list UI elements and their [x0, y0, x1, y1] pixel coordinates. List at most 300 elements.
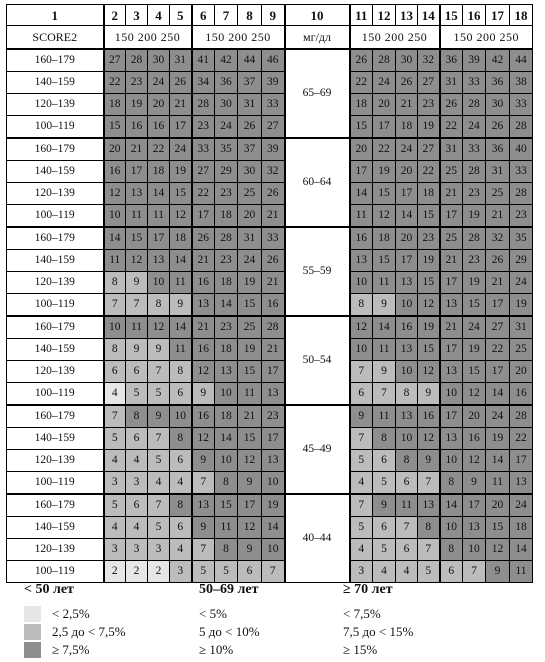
risk-cell: 27 — [262, 116, 285, 139]
risk-cell: 11 — [350, 205, 373, 228]
risk-cell: 13 — [463, 517, 486, 539]
risk-cell: 28 — [510, 183, 533, 205]
risk-cell: 18 — [418, 183, 440, 205]
risk-cell: 33 — [463, 72, 486, 94]
risk-cell: 5 — [148, 450, 170, 472]
risk-cell: 16 — [104, 161, 126, 183]
risk-cell: 27 — [418, 72, 440, 94]
risk-cell: 17 — [440, 405, 463, 428]
risk-cell: 17 — [262, 428, 285, 450]
column-number: 13 — [396, 5, 418, 26]
risk-cell: 30 — [148, 49, 170, 72]
risk-cell: 7 — [418, 472, 440, 495]
risk-cell: 29 — [215, 161, 238, 183]
risk-cell: 22 — [350, 72, 373, 94]
risk-cell: 11 — [148, 205, 170, 228]
risk-cell: 28 — [262, 316, 285, 339]
legend-mid-under50: 2,5 до < 7,5% — [52, 624, 126, 639]
risk-cell: 19 — [510, 294, 533, 317]
risk-cell: 7 — [262, 561, 285, 583]
risk-cell: 10 — [262, 472, 285, 495]
risk-cell: 14 — [215, 428, 238, 450]
risk-cell: 27 — [418, 138, 440, 161]
risk-cell: 4 — [396, 561, 418, 583]
risk-cell: 28 — [510, 116, 533, 139]
risk-cell: 3 — [104, 539, 126, 561]
risk-cell: 31 — [440, 72, 463, 94]
subheader-row — [7, 26, 533, 50]
risk-cell: 35 — [215, 138, 238, 161]
risk-cell: 7 — [350, 494, 373, 517]
bp-range-label: 140–159 — [7, 250, 104, 272]
risk-cell: 17 — [170, 116, 192, 139]
risk-cell: 11 — [373, 339, 396, 361]
risk-cell: 20 — [238, 205, 262, 228]
risk-cell: 5 — [418, 561, 440, 583]
risk-cell: 22 — [373, 138, 396, 161]
risk-cell: 22 — [418, 161, 440, 183]
risk-cell: 14 — [104, 227, 126, 250]
risk-cell: 8 — [396, 450, 418, 472]
column-number: 11 — [350, 5, 373, 26]
risk-cell: 15 — [463, 294, 486, 317]
risk-cell: 8 — [170, 361, 192, 383]
risk-cell: 17 — [262, 361, 285, 383]
risk-cell: 26 — [396, 72, 418, 94]
risk-cell: 15 — [238, 361, 262, 383]
risk-cell: 28 — [463, 227, 486, 250]
risk-cell: 6 — [396, 472, 418, 495]
risk-cell: 16 — [418, 405, 440, 428]
score-label: SCORE2 — [7, 26, 104, 50]
risk-cell: 10 — [396, 294, 418, 317]
column-number: 2 — [104, 5, 126, 26]
legend-low-70plus: < 7,5% — [343, 606, 381, 621]
risk-cell: 40 — [510, 138, 533, 161]
column-number: 3 — [126, 5, 148, 26]
age-group-label: 65–69 — [285, 49, 350, 138]
risk-cell: 18 — [396, 116, 418, 139]
header-row — [7, 5, 533, 26]
risk-cell: 19 — [463, 205, 486, 228]
risk-cell: 11 — [170, 339, 192, 361]
column-number: 8 — [238, 5, 262, 26]
risk-cell: 12 — [486, 539, 510, 561]
risk-cell: 6 — [170, 450, 192, 472]
risk-cell: 10 — [350, 339, 373, 361]
risk-cell: 7 — [350, 361, 373, 383]
risk-cell: 19 — [238, 272, 262, 294]
risk-cell: 6 — [373, 517, 396, 539]
risk-cell: 17 — [463, 494, 486, 517]
risk-cell: 14 — [262, 517, 285, 539]
risk-cell: 14 — [373, 316, 396, 339]
risk-cell: 21 — [192, 250, 215, 272]
bp-range-label: 100–119 — [7, 116, 104, 139]
table-row — [7, 517, 533, 539]
risk-cell: 13 — [510, 472, 533, 495]
risk-cell: 28 — [192, 94, 215, 116]
risk-cell: 35 — [510, 227, 533, 250]
risk-cell: 9 — [126, 272, 148, 294]
risk-cell: 31 — [440, 138, 463, 161]
bp-range-label: 140–159 — [7, 517, 104, 539]
risk-cell: 10 — [104, 316, 126, 339]
table-row — [7, 494, 533, 517]
legend-low-under50: < 2,5% — [52, 606, 90, 621]
age-group-label: 55–59 — [285, 227, 350, 316]
risk-cell: 10 — [215, 383, 238, 406]
risk-cell: 28 — [463, 94, 486, 116]
risk-cell: 41 — [192, 49, 215, 72]
bp-range-label: 100–119 — [7, 294, 104, 317]
risk-cell: 23 — [215, 316, 238, 339]
risk-cell: 12 — [126, 250, 148, 272]
column-number: 14 — [418, 5, 440, 26]
risk-cell: 46 — [262, 49, 285, 72]
risk-cell: 12 — [373, 205, 396, 228]
risk-cell: 7 — [148, 361, 170, 383]
risk-cell: 4 — [350, 539, 373, 561]
bp-range-label: 160–179 — [7, 227, 104, 250]
risk-cell: 20 — [486, 494, 510, 517]
risk-cell: 16 — [192, 339, 215, 361]
risk-cell: 44 — [238, 49, 262, 72]
risk-cell: 10 — [440, 383, 463, 406]
risk-cell: 21 — [192, 316, 215, 339]
risk-cell: 18 — [170, 227, 192, 250]
risk-cell: 27 — [104, 49, 126, 72]
risk-cell: 13 — [396, 405, 418, 428]
risk-cell: 14 — [510, 539, 533, 561]
risk-cell: 33 — [262, 227, 285, 250]
risk-cell: 17 — [373, 116, 396, 139]
risk-cell: 23 — [418, 227, 440, 250]
risk-cell: 6 — [238, 561, 262, 583]
risk-cell: 23 — [215, 183, 238, 205]
risk-cell: 10 — [396, 428, 418, 450]
risk-cell: 12 — [350, 316, 373, 339]
risk-cell: 13 — [126, 183, 148, 205]
risk-cell: 8 — [170, 494, 192, 517]
risk-cell: 21 — [440, 183, 463, 205]
risk-cell: 32 — [262, 161, 285, 183]
risk-cell: 13 — [396, 339, 418, 361]
age-group-label: 50–54 — [285, 316, 350, 405]
table-row — [7, 227, 533, 250]
risk-cell: 26 — [262, 250, 285, 272]
risk-cell: 39 — [463, 49, 486, 72]
risk-cell: 7 — [104, 405, 126, 428]
risk-cell: 13 — [396, 272, 418, 294]
risk-cell: 11 — [215, 517, 238, 539]
risk-cell: 16 — [510, 383, 533, 406]
risk-cell: 4 — [170, 472, 192, 495]
risk-cell: 42 — [486, 49, 510, 72]
bp-range-label: 100–119 — [7, 561, 104, 583]
risk-cell: 13 — [192, 494, 215, 517]
risk-cell: 26 — [192, 227, 215, 250]
risk-cell: 9 — [170, 294, 192, 317]
risk-cell: 5 — [104, 428, 126, 450]
score2-chart — [6, 4, 533, 583]
risk-cell: 11 — [238, 383, 262, 406]
risk-cell: 31 — [486, 161, 510, 183]
bp-range-label: 120–139 — [7, 361, 104, 383]
risk-cell: 8 — [373, 428, 396, 450]
table-row — [7, 316, 533, 339]
risk-cell: 24 — [463, 116, 486, 139]
risk-cell: 3 — [170, 561, 192, 583]
risk-cell: 25 — [238, 183, 262, 205]
risk-cell: 15 — [486, 517, 510, 539]
bp-range-label: 120–139 — [7, 450, 104, 472]
column-number: 10 — [285, 5, 350, 26]
risk-cell: 21 — [440, 316, 463, 339]
risk-cell: 14 — [486, 383, 510, 406]
risk-cell: 12 — [238, 450, 262, 472]
risk-cell: 3 — [126, 472, 148, 495]
risk-cell: 20 — [148, 94, 170, 116]
risk-cell: 24 — [396, 138, 418, 161]
risk-cell: 11 — [126, 316, 148, 339]
risk-cell: 4 — [148, 472, 170, 495]
column-number: 17 — [486, 5, 510, 26]
risk-cell: 33 — [510, 94, 533, 116]
risk-cell: 42 — [215, 49, 238, 72]
risk-cell: 30 — [238, 161, 262, 183]
risk-cell: 28 — [510, 405, 533, 428]
risk-cell: 8 — [215, 539, 238, 561]
risk-cell: 16 — [126, 116, 148, 139]
bp-range-label: 120–139 — [7, 94, 104, 116]
risk-cell: 18 — [215, 205, 238, 228]
risk-cell: 18 — [350, 94, 373, 116]
table-row — [7, 472, 533, 495]
risk-cell: 7 — [148, 494, 170, 517]
risk-cell: 14 — [350, 183, 373, 205]
table-row — [7, 339, 533, 361]
risk-cell: 26 — [350, 49, 373, 72]
legend — [0, 576, 545, 662]
risk-cell: 16 — [192, 272, 215, 294]
bp-range-label: 140–159 — [7, 428, 104, 450]
risk-cell: 8 — [170, 428, 192, 450]
risk-cell: 12 — [418, 428, 440, 450]
risk-cell: 28 — [126, 49, 148, 72]
legend-swatch-low — [24, 606, 41, 622]
risk-cell: 9 — [418, 450, 440, 472]
bp-range-label: 120–139 — [7, 183, 104, 205]
risk-cell: 24 — [215, 116, 238, 139]
risk-cell: 2 — [104, 561, 126, 583]
risk-cell: 11 — [396, 494, 418, 517]
risk-cell: 26 — [262, 183, 285, 205]
risk-cell: 28 — [373, 49, 396, 72]
risk-cell: 14 — [170, 316, 192, 339]
risk-cell: 24 — [148, 72, 170, 94]
risk-cell: 19 — [418, 250, 440, 272]
risk-cell: 32 — [418, 49, 440, 72]
column-number: 5 — [170, 5, 192, 26]
table-row — [7, 450, 533, 472]
risk-cell: 9 — [148, 405, 170, 428]
risk-cell: 6 — [350, 383, 373, 406]
risk-cell: 25 — [238, 316, 262, 339]
risk-cell: 16 — [262, 294, 285, 317]
risk-cell: 14 — [396, 205, 418, 228]
risk-cell: 14 — [170, 250, 192, 272]
risk-cell: 19 — [418, 316, 440, 339]
risk-cell: 18 — [215, 339, 238, 361]
legend-head-under50: < 50 лет — [24, 582, 74, 597]
risk-cell: 6 — [104, 361, 126, 383]
risk-cell: 7 — [396, 517, 418, 539]
risk-cell: 24 — [486, 405, 510, 428]
risk-cell: 16 — [396, 316, 418, 339]
cholesterol-scale: 150 200 250 — [104, 26, 192, 50]
risk-cell: 19 — [238, 339, 262, 361]
risk-cell: 12 — [148, 316, 170, 339]
risk-cell: 9 — [192, 383, 215, 406]
column-number: 9 — [262, 5, 285, 26]
risk-cell: 8 — [126, 405, 148, 428]
risk-cell: 15 — [418, 339, 440, 361]
risk-cell: 37 — [238, 138, 262, 161]
risk-cell: 4 — [104, 517, 126, 539]
risk-cell: 22 — [486, 339, 510, 361]
risk-cell: 21 — [440, 250, 463, 272]
risk-cell: 8 — [418, 517, 440, 539]
risk-cell: 7 — [148, 428, 170, 450]
risk-cell: 23 — [192, 116, 215, 139]
risk-cell: 6 — [440, 561, 463, 583]
risk-cell: 26 — [170, 72, 192, 94]
risk-cell: 9 — [148, 339, 170, 361]
risk-cell: 9 — [126, 339, 148, 361]
risk-cell: 17 — [510, 450, 533, 472]
risk-cell: 5 — [126, 383, 148, 406]
table-row — [7, 205, 533, 228]
risk-cell: 15 — [418, 272, 440, 294]
table-row — [7, 294, 533, 317]
risk-cell: 13 — [440, 294, 463, 317]
risk-cell: 6 — [126, 494, 148, 517]
risk-cell: 23 — [510, 205, 533, 228]
risk-cell: 25 — [486, 183, 510, 205]
risk-cell: 18 — [215, 405, 238, 428]
risk-cell: 30 — [215, 94, 238, 116]
column-number: 16 — [463, 5, 486, 26]
risk-cell: 4 — [373, 561, 396, 583]
risk-cell: 23 — [463, 250, 486, 272]
risk-cell: 17 — [440, 272, 463, 294]
risk-cell: 21 — [262, 205, 285, 228]
risk-cell: 23 — [463, 183, 486, 205]
risk-cell: 28 — [463, 161, 486, 183]
risk-cell: 17 — [148, 227, 170, 250]
risk-cell: 3 — [126, 539, 148, 561]
table-row — [7, 361, 533, 383]
risk-cell: 17 — [396, 250, 418, 272]
risk-cell: 37 — [238, 72, 262, 94]
risk-cell: 13 — [262, 450, 285, 472]
column-number: 7 — [215, 5, 238, 26]
risk-cell: 10 — [262, 539, 285, 561]
risk-cell: 16 — [148, 116, 170, 139]
risk-cell: 21 — [486, 272, 510, 294]
risk-cell: 44 — [510, 49, 533, 72]
risk-cell: 15 — [215, 494, 238, 517]
risk-cell: 12 — [418, 361, 440, 383]
risk-cell: 15 — [373, 250, 396, 272]
bp-range-label: 160–179 — [7, 138, 104, 161]
risk-cell: 17 — [440, 205, 463, 228]
risk-cell: 5 — [104, 494, 126, 517]
table-row — [7, 49, 533, 72]
cholesterol-scale: 150 200 250 — [440, 26, 533, 50]
risk-cell: 19 — [170, 161, 192, 183]
risk-cell: 24 — [510, 272, 533, 294]
risk-cell: 19 — [126, 94, 148, 116]
risk-cell: 12 — [463, 383, 486, 406]
risk-cell: 3 — [350, 561, 373, 583]
risk-cell: 15 — [373, 183, 396, 205]
risk-cell: 20 — [396, 161, 418, 183]
risk-cell: 14 — [440, 494, 463, 517]
risk-cell: 15 — [170, 183, 192, 205]
risk-cell: 5 — [350, 450, 373, 472]
risk-cell: 7 — [373, 383, 396, 406]
risk-cell: 20 — [373, 94, 396, 116]
legend-high-70plus: ≥ 15% — [343, 642, 378, 657]
risk-cell: 11 — [486, 472, 510, 495]
cholesterol-scale: 150 200 250 — [192, 26, 285, 50]
risk-cell: 10 — [170, 405, 192, 428]
risk-cell: 11 — [373, 272, 396, 294]
risk-cell: 10 — [148, 272, 170, 294]
risk-cell: 12 — [170, 205, 192, 228]
legend-mid-50-69: 5 до < 10% — [199, 624, 260, 639]
risk-cell: 19 — [463, 339, 486, 361]
risk-cell: 2 — [126, 561, 148, 583]
column-number: 15 — [440, 5, 463, 26]
risk-cell: 33 — [510, 161, 533, 183]
column-number: 12 — [373, 5, 396, 26]
table-row — [7, 94, 533, 116]
risk-cell: 13 — [262, 383, 285, 406]
risk-cell: 20 — [510, 361, 533, 383]
risk-cell: 24 — [238, 250, 262, 272]
risk-cell: 5 — [350, 517, 373, 539]
risk-cell: 14 — [215, 294, 238, 317]
risk-cell: 26 — [440, 94, 463, 116]
table-row — [7, 405, 533, 428]
risk-cell: 31 — [510, 316, 533, 339]
risk-cell: 17 — [238, 494, 262, 517]
risk-cell: 8 — [350, 294, 373, 317]
risk-cell: 19 — [262, 494, 285, 517]
risk-cell: 24 — [510, 494, 533, 517]
risk-cell: 5 — [192, 561, 215, 583]
risk-cell: 7 — [350, 428, 373, 450]
risk-cell: 10 — [463, 539, 486, 561]
risk-cell: 26 — [486, 116, 510, 139]
risk-cell: 15 — [238, 294, 262, 317]
risk-cell: 8 — [440, 472, 463, 495]
bp-range-label: 160–179 — [7, 494, 104, 517]
risk-cell: 33 — [192, 138, 215, 161]
